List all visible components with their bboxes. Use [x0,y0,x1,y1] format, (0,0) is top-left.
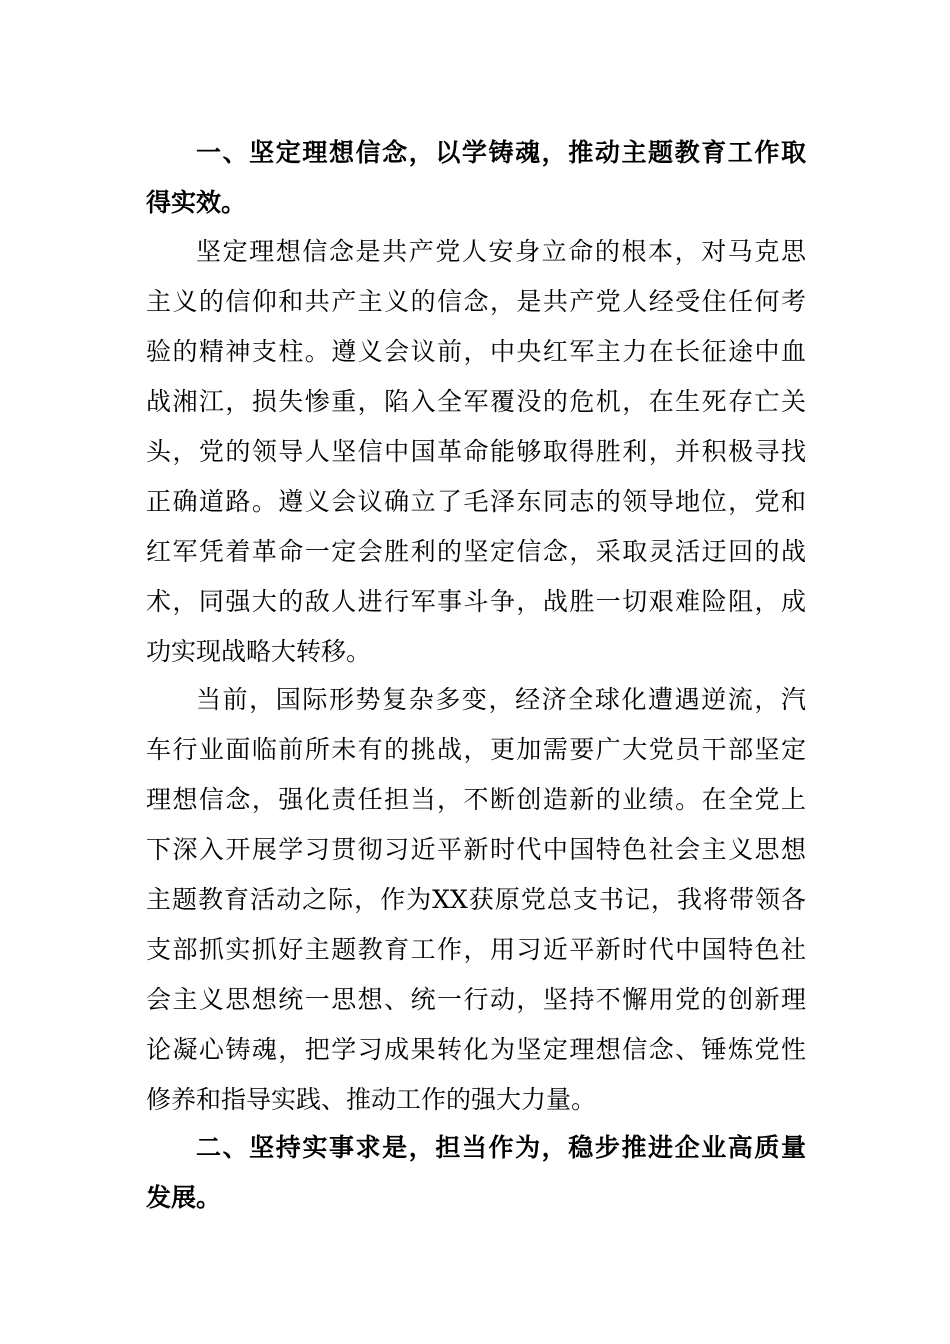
paragraph-2-line: 下深入开展学习贯彻习近平新时代中国特色社会主义思想 [146,835,806,864]
paragraph-1-line: 战湘江，损失惨重，陷入全军覆没的危机，在生死存亡关 [146,387,806,416]
paragraph-2-line: 会主义思想统一思想、统一行动，坚持不懈用党的创新理 [146,985,806,1014]
section-heading-1: 一、坚定理想信念，以学铸魂，推动主题教育工作取 [196,138,806,167]
paragraph-2-line: 当前，国际形势复杂多变，经济全球化遭遇逆流，汽 [196,685,806,714]
paragraph-1-line: 头，党的领导人坚信中国革命能够取得胜利，并积极寻找 [146,437,806,466]
paragraph-1-line: 验的精神支柱。遵义会议前，中央红军主力在长征途中血 [146,337,806,366]
section-heading-1-continued: 得实效。 [146,188,247,217]
paragraph-1-line: 红军凭着革命一定会胜利的坚定信念，采取灵活迂回的战 [146,537,806,566]
paragraph-2-line: 车行业面临前所未有的挑战，更加需要广大党员干部坚定 [146,735,806,764]
paragraph-1-line: 功实现战略大转移。 [146,637,372,666]
paragraph-2-line: 支部抓实抓好主题教育工作，用习近平新时代中国特色社 [146,935,806,964]
paragraph-2-line: 主题教育活动之际，作为XX获原党总支书记，我将带领各 [146,885,806,914]
paragraph-2-line: 修养和指导实践、推动工作的强大力量。 [146,1085,597,1114]
paragraph-1-line: 术，同强大的敌人进行军事斗争，战胜一切艰难险阻，成 [146,587,806,616]
paragraph-2-line: 论凝心铸魂，把学习成果转化为坚定理想信念、锤炼党性 [146,1035,806,1064]
section-heading-2-continued: 发展。 [146,1183,222,1212]
paragraph-2-line: 理想信念，强化责任担当，不断创造新的业绩。在全党上 [146,785,806,814]
section-heading-2: 二、坚持实事求是，担当作为，稳步推进企业高质量 [196,1133,806,1162]
paragraph-1-line: 主义的信仰和共产主义的信念，是共产党人经受住任何考 [146,287,806,316]
paragraph-1-line: 坚定理想信念是共产党人安身立命的根本，对马克思 [196,237,806,266]
paragraph-1-line: 正确道路。遵义会议确立了毛泽东同志的领导地位，党和 [146,487,806,516]
